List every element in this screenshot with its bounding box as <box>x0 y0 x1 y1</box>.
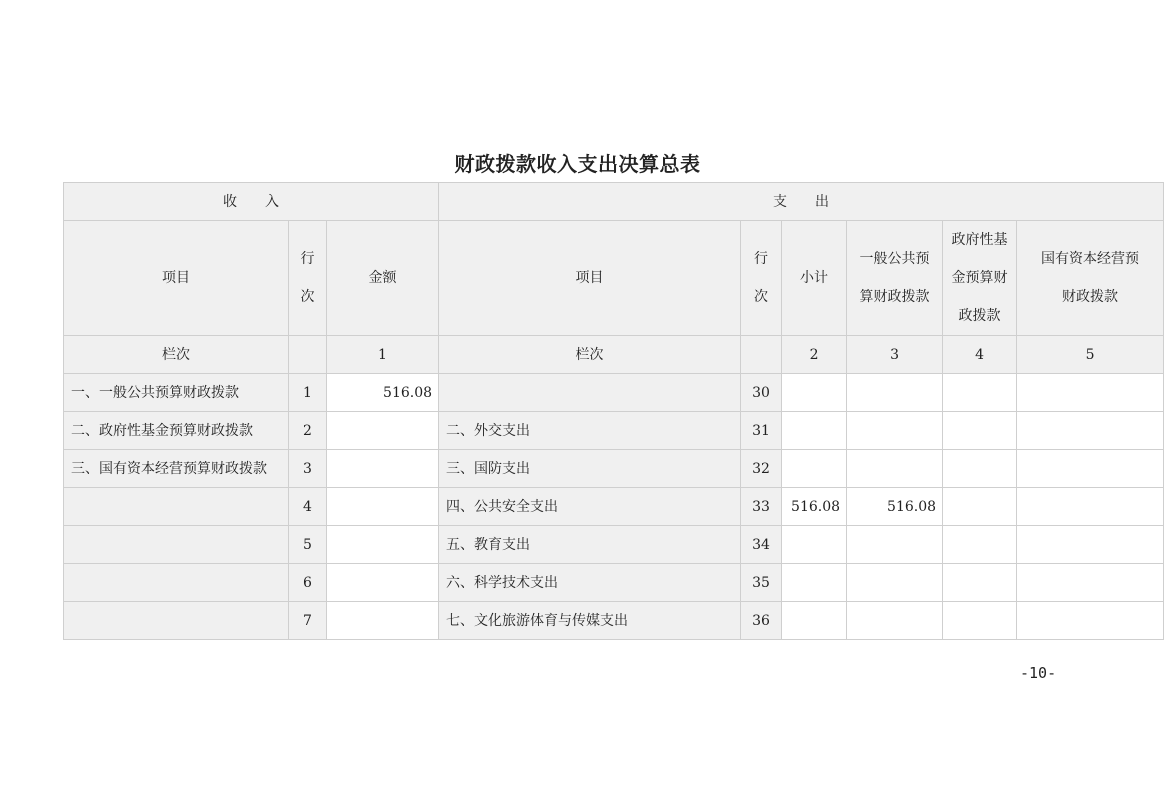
income-row-cell: 7 <box>289 602 327 640</box>
subtotal-cell <box>782 450 847 488</box>
table-row <box>64 488 1164 526</box>
general-budget-cell <box>847 412 943 450</box>
subtotal-index: 2 <box>782 336 847 374</box>
budget-table <box>63 182 1164 640</box>
expense-row-cell: 36 <box>741 602 782 640</box>
income-item-cell: 三、国有资本经营预算财政拨款 <box>64 450 289 488</box>
table-row <box>64 564 1164 602</box>
income-section-header: 收 入 <box>64 183 439 221</box>
fund-budget-cell <box>943 374 1017 412</box>
table-row <box>64 526 1164 564</box>
table-row <box>64 374 1164 412</box>
income-amount-cell <box>327 526 439 564</box>
state-index: 5 <box>1017 336 1164 374</box>
expense-row-cell: 35 <box>741 564 782 602</box>
income-amount-cell <box>327 602 439 640</box>
income-amount-cell <box>327 412 439 450</box>
income-row-cell: 2 <box>289 412 327 450</box>
income-index-label: 栏次 <box>64 336 289 374</box>
general-budget-cell <box>847 602 943 640</box>
expense-item-cell: 七、文化旅游体育与传媒支出 <box>439 602 741 640</box>
fund-budget-cell <box>943 412 1017 450</box>
state-capital-header <box>1017 221 1164 336</box>
expense-row-header <box>741 221 782 336</box>
income-item-cell <box>64 602 289 640</box>
budget-table-container <box>63 182 1140 644</box>
income-index-amount: 1 <box>327 336 439 374</box>
income-row-header <box>289 221 327 336</box>
state-capital-cell <box>1017 526 1164 564</box>
expense-item-cell: 二、外交支出 <box>439 412 741 450</box>
income-item-cell: 二、政府性基金预算财政拨款 <box>64 412 289 450</box>
income-amount-cell <box>327 488 439 526</box>
general-budget-cell: 516.08 <box>847 488 943 526</box>
fund-budget-header-text: 政府性基 金预算财 政拨款 <box>951 232 1008 324</box>
expense-section-header: 支 出 <box>439 183 1164 221</box>
general-index: 3 <box>847 336 943 374</box>
income-item-cell <box>64 526 289 564</box>
section-header-row <box>64 183 1164 221</box>
income-item-cell <box>64 564 289 602</box>
expense-index-row <box>741 336 782 374</box>
fund-index: 4 <box>943 336 1017 374</box>
state-capital-cell <box>1017 374 1164 412</box>
page-title: 财政拨款收入支出决算总表 <box>454 152 701 176</box>
expense-index-label: 栏次 <box>439 336 741 374</box>
fund-budget-cell <box>943 564 1017 602</box>
page-number: -10- <box>1020 664 1057 682</box>
subtotal-cell <box>782 602 847 640</box>
state-capital-cell <box>1017 602 1164 640</box>
fund-budget-cell <box>943 526 1017 564</box>
subtotal-header: 小计 <box>782 221 847 336</box>
expense-row-cell: 30 <box>741 374 782 412</box>
table-row <box>64 412 1164 450</box>
state-capital-cell <box>1017 412 1164 450</box>
subtotal-cell: 516.08 <box>782 488 847 526</box>
income-amount-cell <box>327 450 439 488</box>
general-budget-header <box>847 221 943 336</box>
income-amount-cell <box>327 564 439 602</box>
expense-item-cell: 五、教育支出 <box>439 526 741 564</box>
table-row <box>64 602 1164 640</box>
income-row-cell: 6 <box>289 564 327 602</box>
expense-row-cell: 32 <box>741 450 782 488</box>
general-budget-cell <box>847 450 943 488</box>
expense-item-cell <box>439 374 741 412</box>
subtotal-cell <box>782 564 847 602</box>
index-row <box>64 336 1164 374</box>
income-item-cell <box>64 488 289 526</box>
fund-budget-cell <box>943 602 1017 640</box>
income-amount-cell: 516.08 <box>327 374 439 412</box>
expense-row-cell: 33 <box>741 488 782 526</box>
income-row-header-text: 行 次 <box>300 251 315 305</box>
general-budget-cell <box>847 564 943 602</box>
expense-row-header-text: 行 次 <box>754 251 769 305</box>
income-index-row <box>289 336 327 374</box>
state-capital-cell <box>1017 450 1164 488</box>
state-capital-cell <box>1017 488 1164 526</box>
income-row-cell: 4 <box>289 488 327 526</box>
general-budget-header-text: 一般公共预 算财政拨款 <box>859 251 930 305</box>
income-amount-header: 金额 <box>327 221 439 336</box>
expense-item-cell: 六、科学技术支出 <box>439 564 741 602</box>
income-item-header: 项目 <box>64 221 289 336</box>
expense-item-cell: 四、公共安全支出 <box>439 488 741 526</box>
state-capital-cell <box>1017 564 1164 602</box>
fund-budget-cell <box>943 488 1017 526</box>
table-row <box>64 450 1164 488</box>
subtotal-cell <box>782 374 847 412</box>
subtotal-cell <box>782 526 847 564</box>
fund-budget-cell <box>943 450 1017 488</box>
general-budget-cell <box>847 374 943 412</box>
expense-item-header: 项目 <box>439 221 741 336</box>
expense-row-cell: 31 <box>741 412 782 450</box>
fund-budget-header <box>943 221 1017 336</box>
expense-row-cell: 34 <box>741 526 782 564</box>
general-budget-cell <box>847 526 943 564</box>
income-row-cell: 5 <box>289 526 327 564</box>
income-row-cell: 1 <box>289 374 327 412</box>
column-header-row <box>64 221 1164 336</box>
subtotal-cell <box>782 412 847 450</box>
expense-item-cell: 三、国防支出 <box>439 450 741 488</box>
income-item-cell: 一、一般公共预算财政拨款 <box>64 374 289 412</box>
income-row-cell: 3 <box>289 450 327 488</box>
state-capital-header-text: 国有资本经营预 财政拨款 <box>1041 251 1140 305</box>
